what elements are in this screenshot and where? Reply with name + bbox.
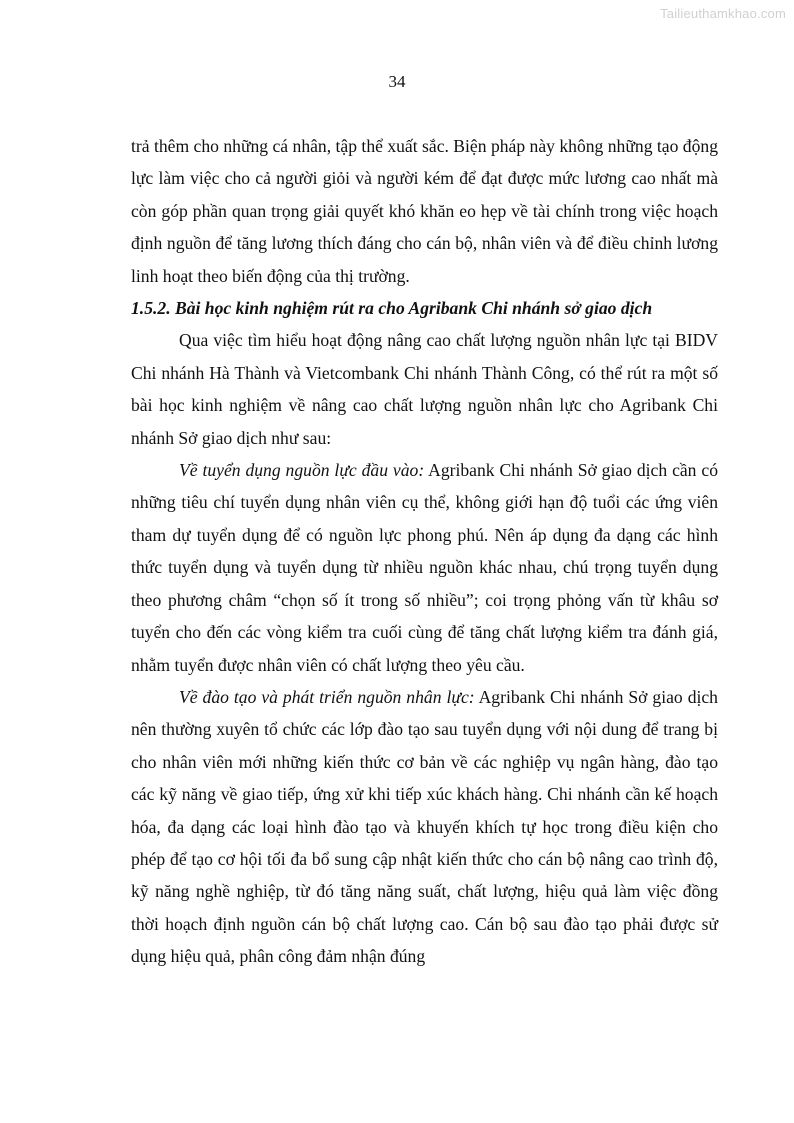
recruitment-body: Agribank Chi nhánh Sở giao dịch cần có những tiêu chí tuyển dụng nhân viên cụ thể, không giới hạn độ tuổi các ứng viên tham dự tuyển dụng để có nguồn lực phong phú. Nên áp dụng đa dạng các hình thức tuyển dụng và tuyển dụng từ nhiều nguồn khác nhau, chú trọng tuyển dụng theo phương châm “chọn số ít trong số nhiều”; coi trọng phỏng vấn từ khâu sơ tuyển cho đến các vòng kiểm tra cuối cùng để tăng chất lượng kiểm tra đánh giá, nhằm tuyển được nhân viên có chất lượng theo yêu cầu. [131, 460, 718, 675]
paragraph-recruitment [131, 454, 718, 681]
paragraph-training [131, 681, 718, 973]
section-heading: 1.5.2. Bài học kinh nghiệm rút ra cho Agribank Chi nhánh sở giao dịch [131, 298, 653, 319]
page-number: 34 [388, 72, 406, 91]
paragraph-continuation: trả thêm cho những cá nhân, tập thể xuất sắc. Biện pháp này không những tạo động lực làm việc cho cả người giỏi và người kém để đạt được mức lương cao nhất mà còn góp phần quan trọng giải quyết khó khăn eo hẹp về tài chính trong việc hoạch định nguồn để tăng lương thích đáng cho cán bộ, nhân viên và để điều chỉnh lương linh hoạt theo biến động của thị trường. [131, 136, 718, 286]
training-body: Agribank Chi nhánh Sở giao dịch nên thường xuyên tổ chức các lớp đào tạo sau tuyển dụng với nội dung để trang bị cho nhân viên mới những kiến thức cơ bản về các nghiệp vụ ngân hàng, đào tạo các kỹ năng về giao tiếp, ứng xử khi tiếp xúc khách hàng. Chi nhánh cần kế hoạch hóa, đa dạng các loại hình đào tạo và khuyến khích tự học trong điều kiện cho phép để tạo cơ hội tối đa bổ sung cập nhật kiến thức cho cán bộ nâng cao trình độ, kỹ năng nghề nghiệp, từ đó tăng năng suất, chất lượng, hiệu quả làm việc đồng thời hoạch định nguồn cán bộ chất lượng cao. Cán bộ sau đào tạo phải được sử dụng hiệu quả, phân công đảm nhận đúng [131, 686, 718, 967]
watermark: Tailieuthamkhao.com [660, 6, 786, 21]
recruitment-lead-in: Về tuyển dụng nguồn lực đầu vào: [179, 460, 425, 481]
document-body [131, 130, 718, 973]
training-lead-in: Về đào tạo và phát triển nguồn nhân lực: [179, 686, 475, 707]
paragraph-intro: Qua việc tìm hiểu hoạt động nâng cao chất lượng nguồn nhân lực tại BIDV Chi nhánh Hà Thành và Vietcombank Chi nhánh Thành Công, có thể rút ra một số bài học kinh nghiệm về nâng cao chất lượng nguồn nhân lực cho Agribank Chi nhánh Sở giao dịch như sau: [131, 330, 718, 448]
